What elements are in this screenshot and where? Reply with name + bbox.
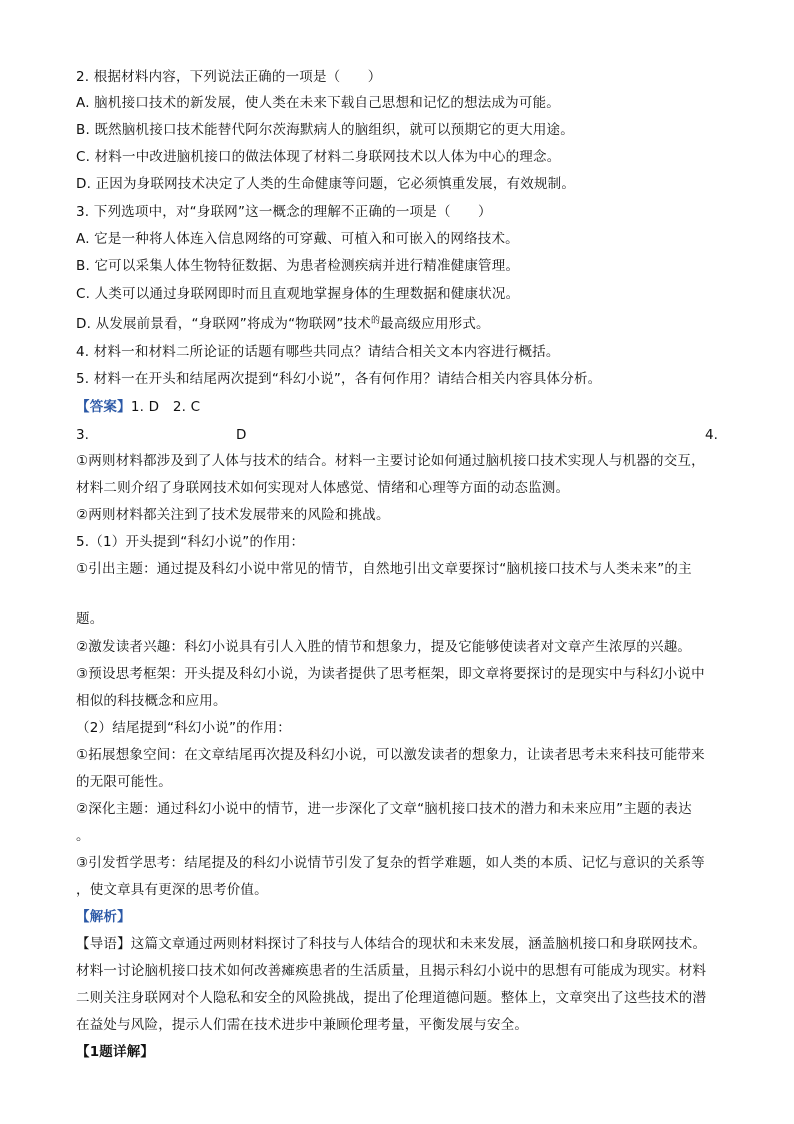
detail-1-heading: 【1题详解】 — [76, 1044, 155, 1060]
answer-5-item1-line1: ①引出主题：通过提及科幻小说中常见的情节，自然地引出文章要探讨“脑机接口技术与人类未来”的主 — [76, 561, 692, 577]
q5-stem: 5. 材料一在开头和结尾两次提到“科幻小说”，各有何作用？请结合相关内容具体分析。 — [76, 371, 602, 387]
analysis-intro-line4: 在益处与风险，提示人们需在技术进步中兼顾伦理考量，平衡发展与安全。 — [76, 1017, 529, 1033]
analysis-intro-line1: 【导语】这篇文章通过两则材料探讨了科技与人体结合的现状和未来发展，涵盖脑机接口和身联网技术。 — [76, 936, 707, 952]
q2-option-c: C. 材料一中改进脑机接口的做法体现了材料二身联网技术以人体为中心的理念。 — [76, 149, 561, 165]
q3-option-c: C. 人类可以通过身联网即时而且直观地掌握身体的生理数据和健康状况。 — [76, 286, 520, 302]
q4-stem: 4. 材料一和材料二所论证的话题有哪些共同点？请结合相关文本内容进行概括。 — [76, 344, 560, 360]
q2-option-b: B. 既然脑机接口技术能替代阿尔茨海默病人的脑组织，就可以预期它的更大用途。 — [76, 122, 574, 138]
answer-5-item5-line2: 。 — [76, 828, 90, 844]
analysis-intro-line3: 二则关注身联网对个人隐私和安全的风险挑战，提出了伦理道德问题。整体上，文章突出了这些技术的潜 — [76, 990, 707, 1006]
answer-5-heading-1: 5.（1）开头提到“科幻小说”的作用： — [76, 534, 305, 550]
answer-line — [76, 397, 718, 417]
answer-5-item3-line1: ③预设思考框架：开头提及科幻小说，为读者提供了思考框架，即文章将要探讨的是现实中与科幻小说中 — [76, 666, 705, 682]
answer-5-item6-line2: ，使文章具有更深的思考价值。 — [76, 882, 268, 898]
answer-4-point1-line2: 材料二则介绍了身联网技术如何实现对人体感觉、情绪和心理等方面的动态监测。 — [76, 480, 570, 496]
q2-option-d: D. 正因为身联网技术决定了人类的生命健康等问题，它必须慎重发展，有效规制。 — [76, 176, 576, 192]
answer-3-value: D — [236, 427, 247, 443]
analysis-intro-line2: 材料一讨论脑机接口技术如何改善瘫痪患者的生活质量，且揭示科幻小说中的思想有可能成为现实。材料 — [76, 963, 707, 979]
answer-5-item4-line2: 的无限可能性。 — [76, 774, 172, 790]
q3-option-d-text-pre: D. 从发展前景看，“身联网”将成为“物联网”技术 — [76, 316, 371, 332]
q3-option-b: B. 它可以采集人体生物特征数据、为患者检测疾病并进行精准健康管理。 — [76, 258, 520, 274]
answer-5-item6-line1: ③引发哲学思考：结尾提及的科幻小说情节引发了复杂的哲学难题，如人类的本质、记忆与意识的关系等 — [76, 855, 705, 871]
q2-option-a: A. 脑机接口技术的新发展，使人类在未来下载自己思想和记忆的想法成为可能。 — [76, 95, 560, 111]
answer-5-item2: ②激发读者兴趣：科幻小说具有引人入胜的情节和想象力，提及它能够使读者对文章产生浓厚的兴趣。 — [76, 639, 692, 655]
answer-label: 【答案】 — [76, 399, 131, 415]
answer-4-point2: ②两则材料都关注到了技术发展带来的风险和挑战。 — [76, 507, 390, 523]
answer-3-number: 3. — [76, 427, 89, 443]
answer-4-point1-line1: ①两则材料都涉及到了人体与技术的结合。材料一主要讨论如何通过脑机接口技术实现人与机器的交互， — [76, 453, 705, 469]
answer-5-item4-line1: ①拓展想象空间：在文章结尾再次提及科幻小说，可以激发读者的想象力，让读者思考未来科技可能带来 — [76, 747, 705, 763]
answer-4-number: 4. — [705, 427, 718, 443]
q3-option-d-text-post: 最高级应用形式。 — [380, 316, 490, 332]
q3-option-d-superscript: 的 — [370, 316, 381, 326]
answer-5-item1-line2: 题。 — [76, 611, 104, 627]
answer-5-item3-line2: 相似的科技概念和应用。 — [76, 693, 227, 709]
answer-1-2: 1. D 2. C — [130, 399, 201, 415]
q3-option-d — [76, 314, 718, 336]
answer-5-heading-2: （2）结尾提到“科幻小说”的作用： — [76, 720, 291, 736]
q2-stem: 2. 根据材料内容，下列说法正确的一项是（ ） — [76, 69, 382, 85]
analysis-label: 【解析】 — [76, 909, 131, 925]
q3-option-a: A. 它是一种将人体连入信息网络的可穿戴、可植入和可嵌入的网络技术。 — [76, 231, 519, 247]
answer-5-item5-line1: ②深化主题：通过科幻小说中的情节，进一步深化了文章“脑机接口技术的潜力和未来应用”主题的表达 — [76, 801, 692, 817]
q3-stem: 3. 下列选项中，对“身联网”这一概念的理解不正确的一项是（ ） — [76, 204, 492, 220]
